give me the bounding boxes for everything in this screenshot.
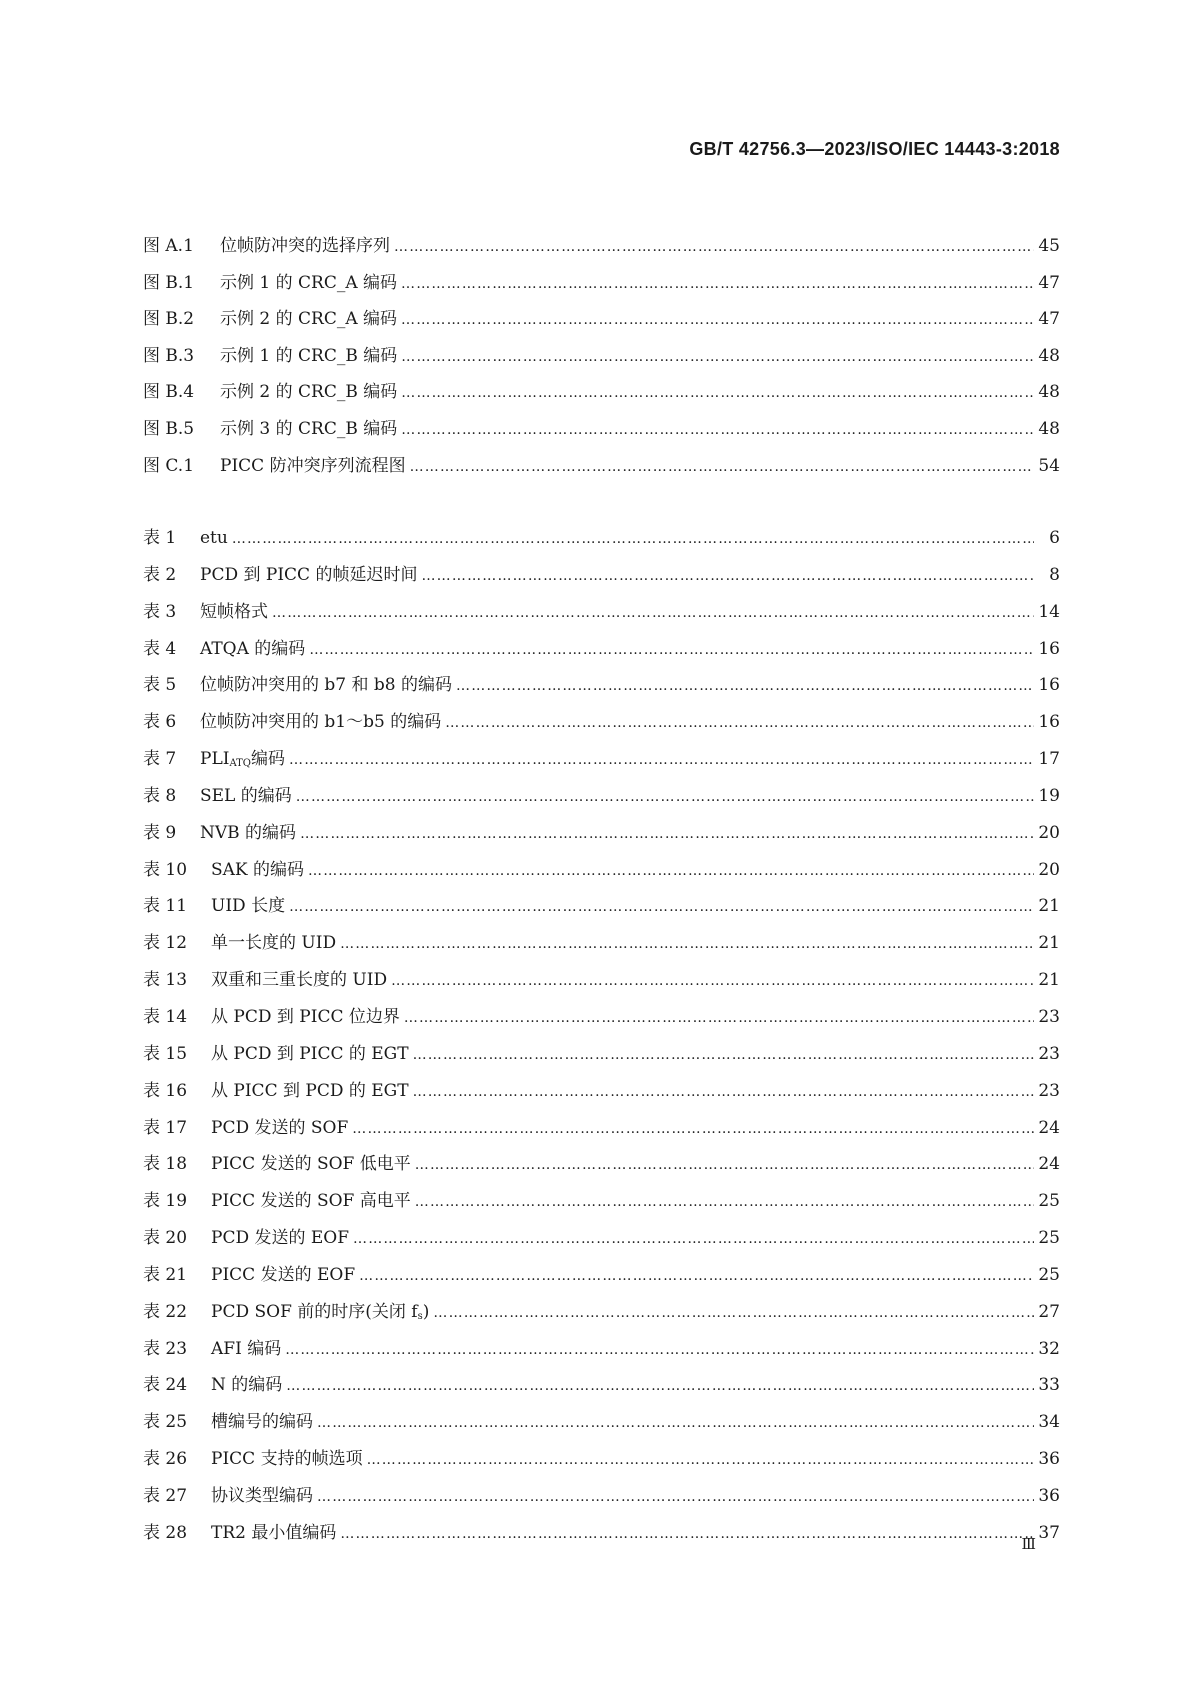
entry-number: 表 18 [143, 1154, 188, 1175]
leader-dots [308, 853, 1034, 890]
entry-number: 表 14 [143, 1006, 188, 1027]
toc-entry-figure-a1[interactable] [143, 228, 1060, 265]
leader-dots [317, 1405, 1034, 1442]
leader-dots [421, 558, 1034, 595]
leader-dots [415, 1147, 1034, 1184]
leader-dots [272, 595, 1034, 632]
entry-number: 表 1 [143, 528, 177, 548]
leader-dots [433, 1295, 1034, 1332]
entry-number: 图 B.3 [143, 345, 195, 366]
entry-number: 表 17 [143, 1117, 188, 1138]
entry-page: 48 [1038, 382, 1060, 403]
entry-number: 图 B.2 [143, 309, 195, 330]
entry-title [200, 741, 289, 783]
entry-page: 16 [1038, 675, 1060, 696]
entry-page: 19 [1038, 785, 1060, 806]
toc-entry-table-2[interactable] [143, 557, 1060, 594]
entry-title-main: PCD SOF 前的时序(关闭 f [211, 1301, 418, 1322]
toc-entry-table-21[interactable] [143, 1257, 1060, 1294]
entry-page: 21 [1038, 896, 1060, 917]
toc-entry-table-15[interactable] [143, 1036, 1060, 1073]
entry-number: 表 9 [143, 822, 177, 843]
leader-dots [394, 229, 1034, 266]
toc-entry-table-10[interactable] [143, 852, 1060, 889]
entry-page: 32 [1038, 1338, 1060, 1359]
entry-title: 短帧格式 [200, 601, 268, 622]
entry-page: 47 [1038, 272, 1060, 293]
entry-page: 17 [1038, 749, 1060, 770]
toc-entry-table-18[interactable] [143, 1146, 1060, 1183]
entry-number: 表 24 [143, 1375, 188, 1396]
leader-dots [401, 412, 1034, 449]
entry-page: 20 [1038, 859, 1060, 880]
toc-entry-table-11[interactable] [143, 888, 1060, 925]
entry-page: 25 [1038, 1228, 1060, 1249]
entry-page: 25 [1038, 1264, 1060, 1285]
toc-entry-figure-c1[interactable] [143, 448, 1060, 485]
entry-title: 双重和三重长度的 UID [211, 970, 388, 991]
entry-title: PICC 支持的帧选项 [211, 1449, 363, 1470]
toc-entry-figure-b5[interactable] [143, 411, 1060, 448]
entry-number: 表 21 [143, 1264, 188, 1285]
entry-number: 图 B.1 [143, 272, 195, 293]
entry-number: 表 26 [143, 1449, 188, 1470]
entry-number: 表 2 [143, 564, 177, 585]
entry-number: 图 B.5 [143, 418, 195, 439]
entry-number: 表 8 [143, 785, 177, 806]
entry-title: 示例 2 的 CRC_A 编码 [220, 309, 398, 330]
entry-number: 表 16 [143, 1080, 188, 1101]
entry-title: 从 PCD 到 PICC 的 EGT [211, 1043, 409, 1064]
entry-number: 表 13 [143, 970, 188, 991]
entry-title: SAK 的编码 [211, 859, 305, 880]
entry-page: 34 [1038, 1412, 1060, 1433]
entry-number: 表 27 [143, 1485, 188, 1506]
leader-dots [413, 1074, 1034, 1111]
entry-page: 45 [1038, 236, 1060, 256]
entry-number: 表 25 [143, 1412, 188, 1433]
entry-title: 槽编号的编码 [211, 1412, 313, 1433]
entry-number: 表 15 [143, 1043, 188, 1064]
entry-title: TR2 最小值编码 [211, 1522, 337, 1543]
leader-dots [401, 266, 1034, 303]
document-header: GB/T 42756.3—2023/ISO/IEC 14443-3:2018 [689, 139, 1060, 159]
entry-page: 16 [1038, 638, 1060, 659]
toc-entry-table-12[interactable] [143, 925, 1060, 962]
entry-title: AFI 编码 [211, 1338, 282, 1359]
entry-title: N 的编码 [211, 1375, 283, 1396]
leader-dots [359, 1258, 1034, 1295]
leader-dots [289, 889, 1034, 926]
leader-dots [309, 632, 1034, 669]
leader-dots [445, 705, 1034, 742]
leader-dots [296, 779, 1034, 816]
toc-entry-table-17[interactable] [143, 1110, 1060, 1147]
leader-dots [286, 1368, 1034, 1405]
entry-title: 从 PICC 到 PCD 的 EGT [211, 1080, 409, 1101]
figure-list [143, 228, 1060, 484]
toc-entry-figure-b2[interactable] [143, 301, 1060, 338]
entry-title: PICC 防冲突序列流程图 [220, 455, 406, 476]
entry-title: 位帧防冲突用的 b1～b5 的编码 [200, 712, 442, 733]
entry-page: 48 [1038, 418, 1060, 439]
entry-title: PICC 发送的 SOF 高电平 [211, 1191, 411, 1212]
entry-page: 24 [1038, 1154, 1060, 1175]
toc-entry-table-25[interactable] [143, 1404, 1060, 1441]
entry-title: UID 长度 [211, 896, 286, 917]
entry-page: 25 [1038, 1191, 1060, 1212]
leader-dots [401, 375, 1034, 412]
leader-dots [401, 302, 1034, 339]
entry-number: 表 23 [143, 1338, 188, 1359]
page-number: Ⅲ [1021, 1535, 1036, 1553]
toc-entry-table-22[interactable] [143, 1294, 1060, 1331]
entry-title: PCD 发送的 SOF [211, 1117, 349, 1138]
entry-page: 23 [1038, 1006, 1060, 1027]
entry-number: 表 22 [143, 1301, 188, 1322]
entry-number: 表 12 [143, 933, 188, 954]
toc-entry-table-9[interactable] [143, 815, 1060, 852]
entry-number: 表 7 [143, 749, 177, 770]
entry-page: 36 [1038, 1485, 1060, 1506]
entry-title: 单一长度的 UID [211, 933, 337, 954]
toc-entry-table-19[interactable] [143, 1183, 1060, 1220]
entry-number: 表 5 [143, 675, 177, 696]
toc-entry-table-8[interactable] [143, 778, 1060, 815]
entry-number: 表 28 [143, 1522, 188, 1543]
leader-dots [317, 1479, 1034, 1516]
toc-entry-table-26[interactable] [143, 1441, 1060, 1478]
leader-dots [232, 521, 1034, 558]
table-list [143, 520, 1060, 1552]
entry-page: 48 [1038, 345, 1060, 366]
entry-title-tail: ) [422, 1301, 430, 1322]
entry-page: 6 [1049, 528, 1060, 548]
toc-entry-figure-b4[interactable] [143, 374, 1060, 411]
leader-dots [300, 816, 1034, 853]
toc-entry-table-20[interactable] [143, 1220, 1060, 1257]
entry-number: 图 C.1 [143, 455, 195, 476]
toc-entry-table-5[interactable] [143, 667, 1060, 704]
entry-page: 23 [1038, 1080, 1060, 1101]
toc-entry-figure-b3[interactable] [143, 338, 1060, 375]
entry-number: 表 10 [143, 859, 188, 880]
leader-dots [367, 1442, 1034, 1479]
leader-dots [401, 339, 1034, 376]
entry-title [211, 1294, 433, 1336]
toc-entry-table-13[interactable] [143, 962, 1060, 999]
entry-title: 协议类型编码 [211, 1485, 313, 1506]
entry-page: 14 [1038, 601, 1060, 622]
toc-entry-table-6[interactable] [143, 704, 1060, 741]
entry-number: 表 4 [143, 638, 177, 659]
entry-number: 表 19 [143, 1191, 188, 1212]
entry-title: NVB 的编码 [200, 822, 297, 843]
leader-dots [410, 449, 1034, 486]
leader-dots [353, 1221, 1034, 1258]
entry-title: PICC 发送的 SOF 低电平 [211, 1154, 411, 1175]
entry-number: 表 11 [143, 896, 188, 917]
toc-entry-table-7[interactable] [143, 741, 1060, 778]
leader-dots [352, 1111, 1034, 1148]
leader-dots [456, 668, 1034, 705]
entry-title: PICC 发送的 EOF [211, 1264, 356, 1285]
entry-page: 8 [1049, 564, 1060, 585]
leader-dots [415, 1184, 1034, 1221]
entry-page: 20 [1038, 822, 1060, 843]
entry-title: 示例 2 的 CRC_B 编码 [220, 382, 398, 403]
entry-page: 21 [1038, 970, 1060, 991]
leader-dots [285, 1332, 1034, 1369]
entry-title: PCD 发送的 EOF [211, 1228, 350, 1249]
entry-title: SEL 的编码 [200, 785, 292, 806]
entry-title: 示例 1 的 CRC_B 编码 [220, 345, 398, 366]
leader-dots [404, 1000, 1034, 1037]
entry-title: ATQA 的编码 [200, 638, 306, 659]
leader-dots [289, 742, 1034, 779]
entry-number: 表 20 [143, 1228, 188, 1249]
entry-title-tail: 编码 [251, 749, 285, 770]
entry-title: 位帧防冲突的选择序列 [220, 236, 390, 256]
entry-title: 从 PCD 到 PICC 位边界 [211, 1006, 400, 1027]
entry-number: 图 B.4 [143, 382, 195, 403]
entry-page: 24 [1038, 1117, 1060, 1138]
entry-title: 位帧防冲突用的 b7 和 b8 的编码 [200, 675, 453, 696]
toc-entry-table-27[interactable] [143, 1478, 1060, 1515]
entry-title-subscript: ATQ [229, 758, 251, 770]
leader-dots [340, 926, 1034, 963]
entry-page: 36 [1038, 1449, 1060, 1470]
entry-page: 37 [1038, 1522, 1060, 1543]
toc-entry-table-16[interactable] [143, 1073, 1060, 1110]
entry-number: 表 3 [143, 601, 177, 622]
entry-page: 54 [1038, 455, 1060, 476]
entry-page: 33 [1038, 1375, 1060, 1396]
leader-dots [413, 1037, 1034, 1074]
entry-page: 27 [1038, 1301, 1060, 1322]
toc-entry-table-23[interactable] [143, 1331, 1060, 1368]
toc-entry-table-24[interactable] [143, 1367, 1060, 1404]
entry-number: 表 6 [143, 712, 177, 733]
leader-dots [340, 1516, 1034, 1553]
entry-title: PCD 到 PICC 的帧延迟时间 [200, 564, 418, 585]
entry-page: 16 [1038, 712, 1060, 733]
toc-entry-table-28[interactable] [143, 1515, 1060, 1552]
entry-title-main: PLI [200, 749, 230, 770]
toc-entry-figure-b1[interactable] [143, 265, 1060, 302]
entry-page: 47 [1038, 309, 1060, 330]
entry-title-subscript: s [417, 1310, 423, 1322]
leader-dots [391, 963, 1034, 1000]
toc-entry-table-3[interactable] [143, 594, 1060, 631]
toc-entry-table-14[interactable] [143, 999, 1060, 1036]
entry-title: 示例 1 的 CRC_A 编码 [220, 272, 398, 293]
entry-title: etu [200, 528, 228, 548]
entry-page: 21 [1038, 933, 1060, 954]
entry-number: 图 A.1 [143, 236, 194, 256]
toc-entry-table-4[interactable] [143, 631, 1060, 668]
entry-page: 23 [1038, 1043, 1060, 1064]
entry-title: 示例 3 的 CRC_B 编码 [220, 418, 398, 439]
toc-entry-table-1[interactable] [143, 520, 1060, 557]
